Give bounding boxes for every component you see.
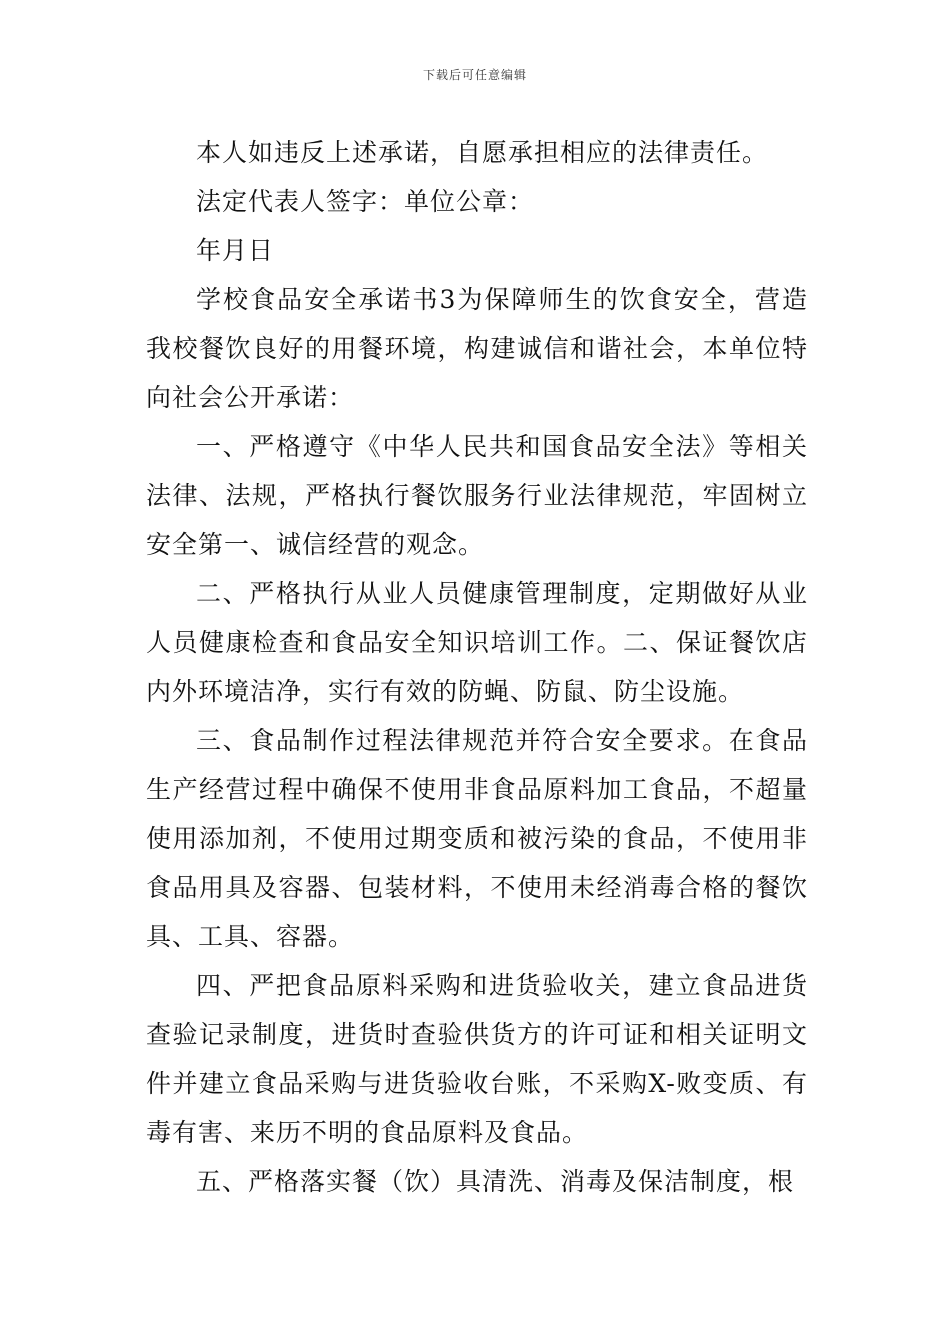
paragraph-intro: 学校食品安全承诺书3为保障师生的饮食安全，营造我校餐饮良好的用餐环境，构建诚信和谐社会，本单位特向社会公开承诺： [146,285,808,412]
paragraph-date: 年月日 [196,236,275,265]
document-body [146,128,808,1206]
paragraph-item-1: 一、严格遵守《中华人民共和国食品安全法》等相关法律、法规，严格执行餐饮服务行业法律规范，牢固树立安全第一、诚信经营的观念。 [146,432,808,559]
paragraph-item-2: 二、严格执行从业人员健康管理制度，定期做好从业人员健康检查和食品安全知识培训工作。二、保证餐饮店内外环境洁净，实行有效的防蝇、防鼠、防尘设施。 [146,579,808,706]
paragraph-item-4: 四、严把食品原料采购和进货验收关，建立食品进货查验记录制度，进货时查验供货方的许可证和相关证明文件并建立食品采购与进货验收台账，不采购X-败变质、有毒有害、来历不明的食品原料及食品。 [146,971,808,1147]
paragraph-signature: 法定代表人签字：单位公章： [196,187,535,216]
paragraph-item-5: 五、严格落实餐（饮）具清洗、消毒及保洁制度，根 [196,1167,795,1196]
page-header-note: 下载后可任意编辑 [422,68,527,82]
paragraph-item-3: 三、食品制作过程法律规范并符合安全要求。在食品生产经营过程中确保不使用非食品原料加工食品，不超量使用添加剂，不使用过期变质和被污染的食品，不使用非食品用具及容器、包装材料，不使用未经消毒合格的餐饮具、工具、容器。 [146,726,808,951]
paragraph-liability: 本人如违反上述承诺，自愿承担相应的法律责任。 [196,138,769,167]
